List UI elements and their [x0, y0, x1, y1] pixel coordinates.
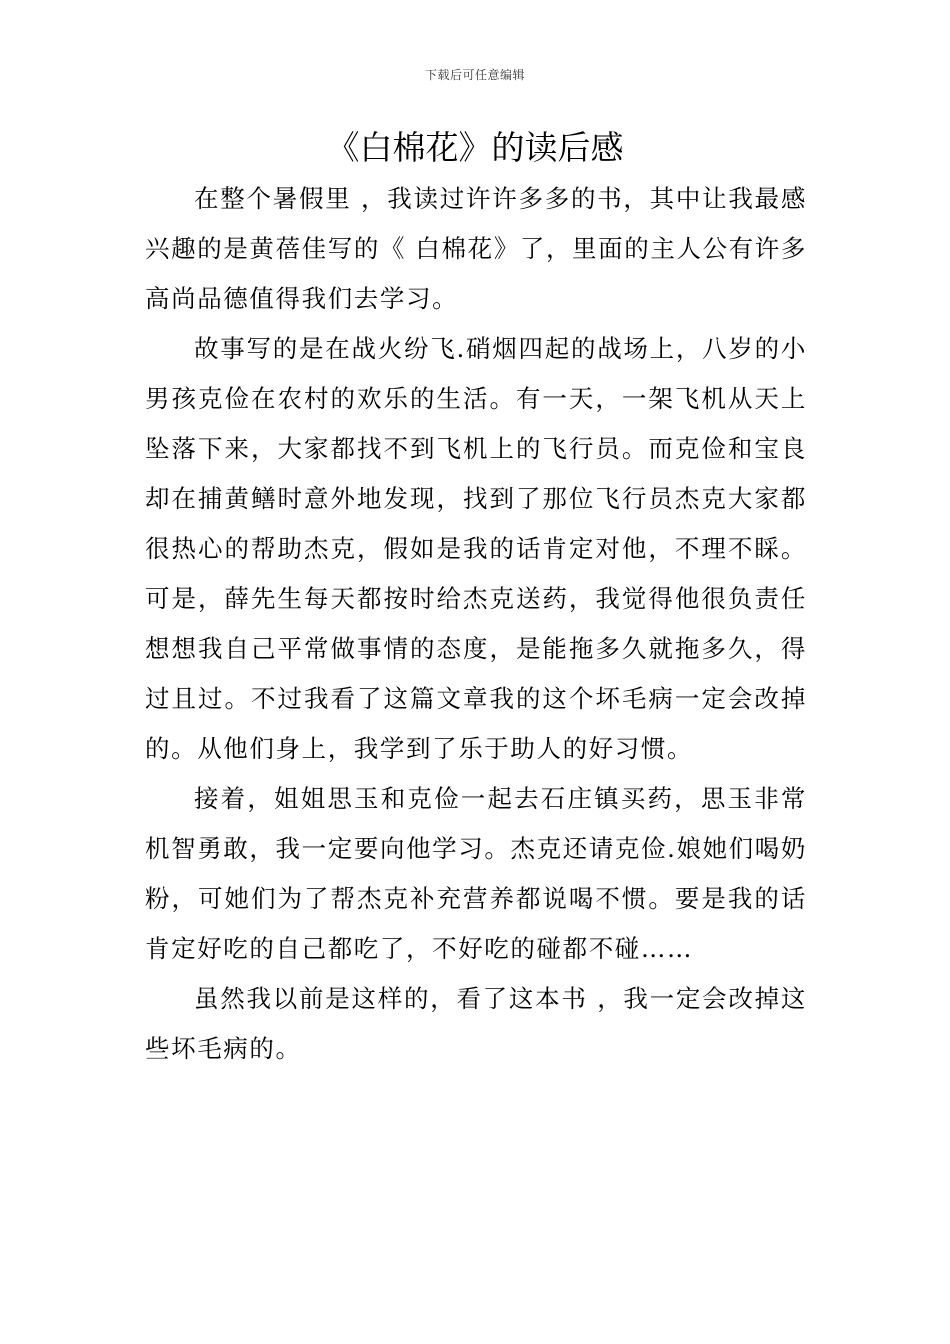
page-title: 《白棉花》的读后感 — [326, 128, 624, 167]
paragraph: 虽然我以前是这样的，看了这本书 ，我一定会改掉这些坏毛病的。 — [145, 984, 807, 1063]
paragraph: 在整个暑假里 ，我读过许许多多的书，其中让我最感兴趣的是黄蓓佳写的《 白棉花》了，里面的主人公有许多高尚品德值得我们去学习。 — [145, 184, 807, 313]
header-note: 下载后可任意编辑 — [424, 68, 525, 82]
article-body — [145, 174, 807, 1074]
paragraph: 接着，姐姐思玉和克俭一起去石庄镇买药，思玉非常机智勇敢，我一定要向他学习。杰克还请克俭.娘她们喝奶粉，可她们为了帮杰克补充营养都说喝不惯。要是我的话肯定好吃的自己都吃了，不好吃的碰都不碰…… — [145, 784, 807, 963]
paragraph: 故事写的是在战火纷飞.硝烟四起的战场上，八岁的小男孩克俭在农村的欢乐的生活。有一天，一架飞机从天上坠落下来，大家都找不到飞机上的飞行员。而克俭和宝良却在捕黄鳝时意外地发现，找到了那位飞行员杰克大家都很热心的帮助杰克，假如是我的话肯定对他，不理不睬。可是，薛先生每天都按时给杰克送药，我觉得他很负责任想想我自己平常做事情的态度，是能拖多久就拖多久，得过且过。不过我看了这篇文章我的这个坏毛病一定会改掉的。从他们身上，我学到了乐于助人的好习惯。 — [145, 334, 807, 763]
